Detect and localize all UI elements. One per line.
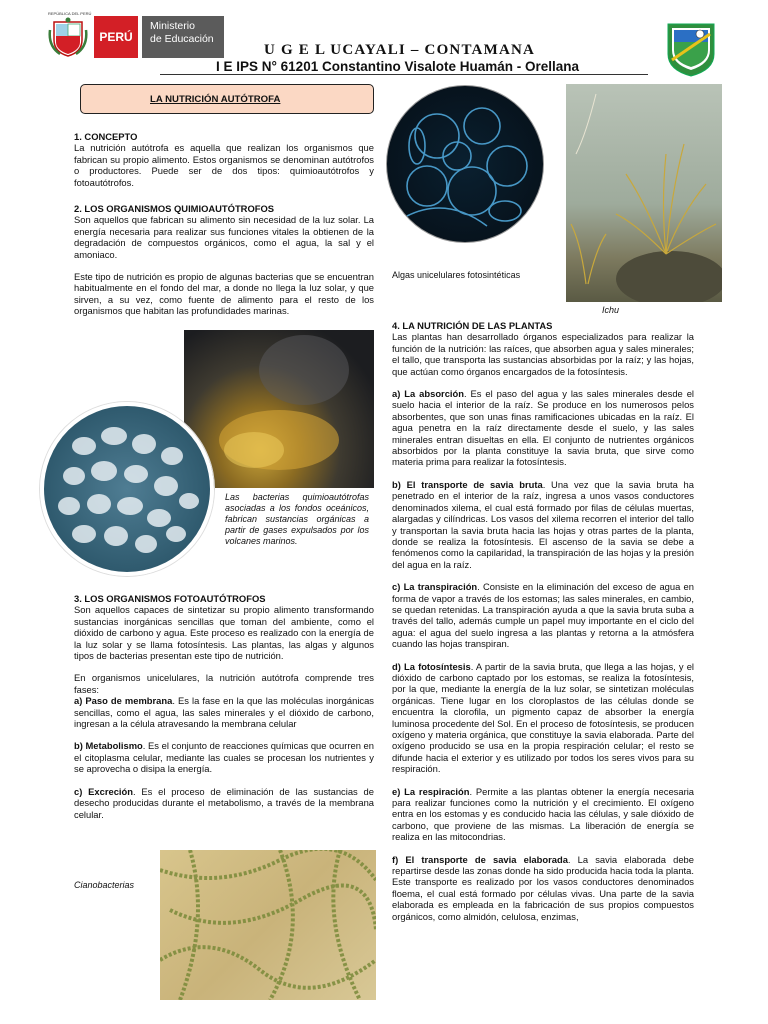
- item-a-label: a) La absorción: [392, 388, 464, 400]
- ministerio-line2: de Educación: [150, 33, 214, 45]
- page-title: LA NUTRICIÓN AUTÓTROFA: [150, 94, 281, 105]
- phase-a-label: a) Paso de membrana: [74, 695, 173, 707]
- ichu-caption: Ichu: [602, 305, 620, 315]
- peru-coat-of-arms: [48, 16, 88, 58]
- ichu-photo: [566, 84, 722, 302]
- peru-logo: PERÚ: [94, 16, 138, 58]
- bacteria-caption-box: [215, 488, 375, 572]
- item-a-text: . Es el paso del agua y las sales minerales desde el suelo hacia el interior de la raíz. Se produce en los numerosos pelos absorbentes, que son unas finas ramificaciones ubicadas en la raíz. El agua penetra en la raíz directamente desde el suelo, y las sales minerales entran disueltas en ella. El conjunto de nutrientes orgánicos absorbidos por la planta constituye la savia bruta, que sirve como materia prima para realizar la fotosíntesis.: [392, 388, 694, 468]
- item-savia-bruta: [392, 479, 694, 570]
- item-c-text: . Consiste en la eliminación del exceso de agua en forma de vapor a través de los estomas; las sales minerales, en cambio, se quedan retenidas. La transpiración ayuda a que la savia bruta suba a través del tallo, además cumple un papel muy importante en el ciclo del agua: el agua del suelo ingresa a las plantas y retorna a la atmósfera cuando las hojas transpiran.: [392, 581, 694, 650]
- item-c-label: c) La transpiración: [392, 581, 478, 593]
- item-b-label: b) El transporte de savia bruta: [392, 478, 543, 490]
- school-name: I E IPS N° 61201 Constantino Visalote Huamán - Orellana: [216, 59, 580, 74]
- section-title: 4. LA NUTRICIÓN DE LAS PLANTAS: [392, 320, 553, 331]
- paragraph: En organismos unicelulares, la nutrición autótrofa comprende tres fases:: [74, 672, 374, 695]
- phase-a: [74, 695, 374, 729]
- shield-label: REPÚBLICA DEL PERÚ: [48, 11, 92, 16]
- item-transpiracion: [392, 581, 694, 649]
- section-title: 3. LOS ORGANISMOS FOTOAUTÓTROFOS: [74, 593, 266, 604]
- section-quimioautotrofos: [74, 203, 374, 317]
- paragraph: La nutrición autótrofa es aquella que realizan los organismos que fabrican su propio alimento. Estos organismos se denominan autótrofos o productores. Puede ser de dos tipos: quimioautótrofos y fotoautótrofos.: [74, 142, 374, 188]
- section-nutricion-plantas: [392, 320, 694, 922]
- item-e-label: e) La respiración: [392, 785, 470, 797]
- section-title: 1. CONCEPTO: [74, 131, 138, 142]
- algae-caption: Algas unicelulares fotosintéticas: [392, 270, 521, 280]
- algae-micro-photo: [386, 85, 544, 243]
- ministerio-line1: Ministerio: [150, 20, 195, 32]
- ministerio-logo: [142, 16, 224, 58]
- phase-b: [74, 740, 374, 774]
- ugel-title: U G E L UCAYALI – CONTAMANA: [264, 42, 536, 58]
- phase-a-text: . Es la fase en la que las moléculas inorgánicas sencillas, como el agua, las sales minerales y el dióxido de carbono, ingresan a la célula atravesando la membrana celular: [74, 695, 374, 730]
- item-f-text: . La savia elaborada debe repartirse desde las zonas donde ha sido producida hacia toda la planta. Este transporte es realizado por los vasos conductores denominados floema, el cual está formado por células vivas. Una parte de la savia elaborada es empleada en la fabricación de sus propios compuestos orgánicos, como almidón, celulosa, enzimas,: [392, 853, 694, 922]
- header-underline: [160, 74, 648, 75]
- item-d-text: . A partir de la savia bruta, que llega a las hojas, y el dióxido de carbono captado por los estomas, se realiza la fotosíntesis, por la que, mediante la energía de la luz solar, se sintetizan moléculas orgánicas. Tiene lugar en los cloroplastos de las células donde se encuentra la clorofila, un pigmento capaz de absorber la energía luminosa procedente del Sol. En el proceso de fotosíntesis, se producen oxígeno y materia orgánica, que constituye la savia elaborada. Parte del oxígeno producido se usa en la propia respiración celular; el resto se difunde hacia el exterior y es utilizado por todos los seres vivos para su respiración.: [392, 660, 695, 775]
- phase-c: [74, 786, 374, 820]
- phase-b-label: b) Metabolismo: [74, 740, 143, 752]
- paragraph: Son aquellos que fabrican su alimento sin necesidad de la luz solar. La energía necesaria para realizar sus funciones vitales la obtienen de la degradación de compuestos orgánicos, como el agua, la sal y el amoniaco.: [74, 214, 374, 260]
- section-concepto: [74, 131, 374, 188]
- bacteria-micro-photo: [40, 402, 214, 576]
- bacteria-caption: Las bacterias quimioautótrofas asociadas a los fondos oceánicos, fabrican sustancias orgánicas a partir de gases expulsados por los volcanes marinos.: [225, 492, 369, 546]
- cianobacterias-caption: Cianobacterias: [74, 880, 135, 890]
- phase-c-label: c) Excreción: [74, 785, 133, 797]
- phase-c-text: . Es el proceso de eliminación de las sustancias de desecho producidas durante el metabolismo, a través de la membrana celular.: [74, 785, 374, 820]
- paragraph: Este tipo de nutrición es propio de algunas bacterias que se encuentran habitualmente en el fondo del mar, a donde no llega la luz solar, y que sirven, a su vez, como fuente de alimento para el resto de los organismos que habitan las profundidades marinas.: [74, 271, 374, 317]
- item-respiracion: [392, 786, 694, 843]
- section-fotoautotrofos: [74, 593, 374, 820]
- item-d-label: d) La fotosíntesis: [392, 660, 471, 672]
- item-savia-elaborada: [392, 854, 694, 922]
- cianobacterias-photo: [160, 850, 376, 1000]
- section-title: 2. LOS ORGANISMOS QUIMIOAUTÓTROFOS: [74, 203, 275, 214]
- item-f-label: f) El transporte de savia elaborada: [392, 853, 568, 865]
- item-b-text: . Una vez que la savia bruta ha penetrado en el interior de la raíz, ingresa a unos vasos conductores denominados xilema, el cual está formado por filas de células muertas, alargadas y cilíndricas. Los vasos del xilema recorren el interior del tallo y transportan la savia bruta hacia las hojas y otras partes de la planta, donde se realiza la fotosíntesis. El ascenso de la savia se debe a fenómenos como la capilaridad, la transpiración de las hojas y la presión del agua en la raíz.: [392, 478, 694, 570]
- paragraph: Las plantas han desarrollado órganos especializados para realizar la función de la nutrición: las raíces, que absorben agua y sales minerales; el tallo, que transporta las sustancias absorbidas por la raíz; y las hojas, que actúan como órganos encargados de la fotosíntesis.: [392, 331, 694, 377]
- phase-b-text: . Es el conjunto de reacciones químicas que ocurren en el citoplasma celular, mediante las cuales se procesan los nutrientes y se aprovecha o disipa la energía.: [74, 740, 374, 775]
- school-emblem: [664, 20, 718, 78]
- item-e-text: . Permite a las plantas obtener la energía necesaria para realizar funciones como la nutrición y el crecimiento. El oxígeno entra en los estomas y es conducido hacia las células, y sale dióxido de carbono, que proviene de las mismas. La liberación de energía se realiza en las mitocondrias.: [392, 785, 694, 843]
- hydrothermal-vent-photo: [184, 330, 374, 490]
- item-fotosintesis: [392, 661, 694, 775]
- paragraph: Son aquellos capaces de sintetizar su propio alimento transformando sustancias inorgánicas sencillas que toman del ambiente, como el dióxido de carbono y agua. Este proceso es realizado con la energía de la luz solar y se llama fotosíntesis. Las plantas, las algas y algunos tipos de bacterias presentan este tipo de nutrición.: [74, 604, 374, 662]
- item-absorcion: [392, 388, 694, 468]
